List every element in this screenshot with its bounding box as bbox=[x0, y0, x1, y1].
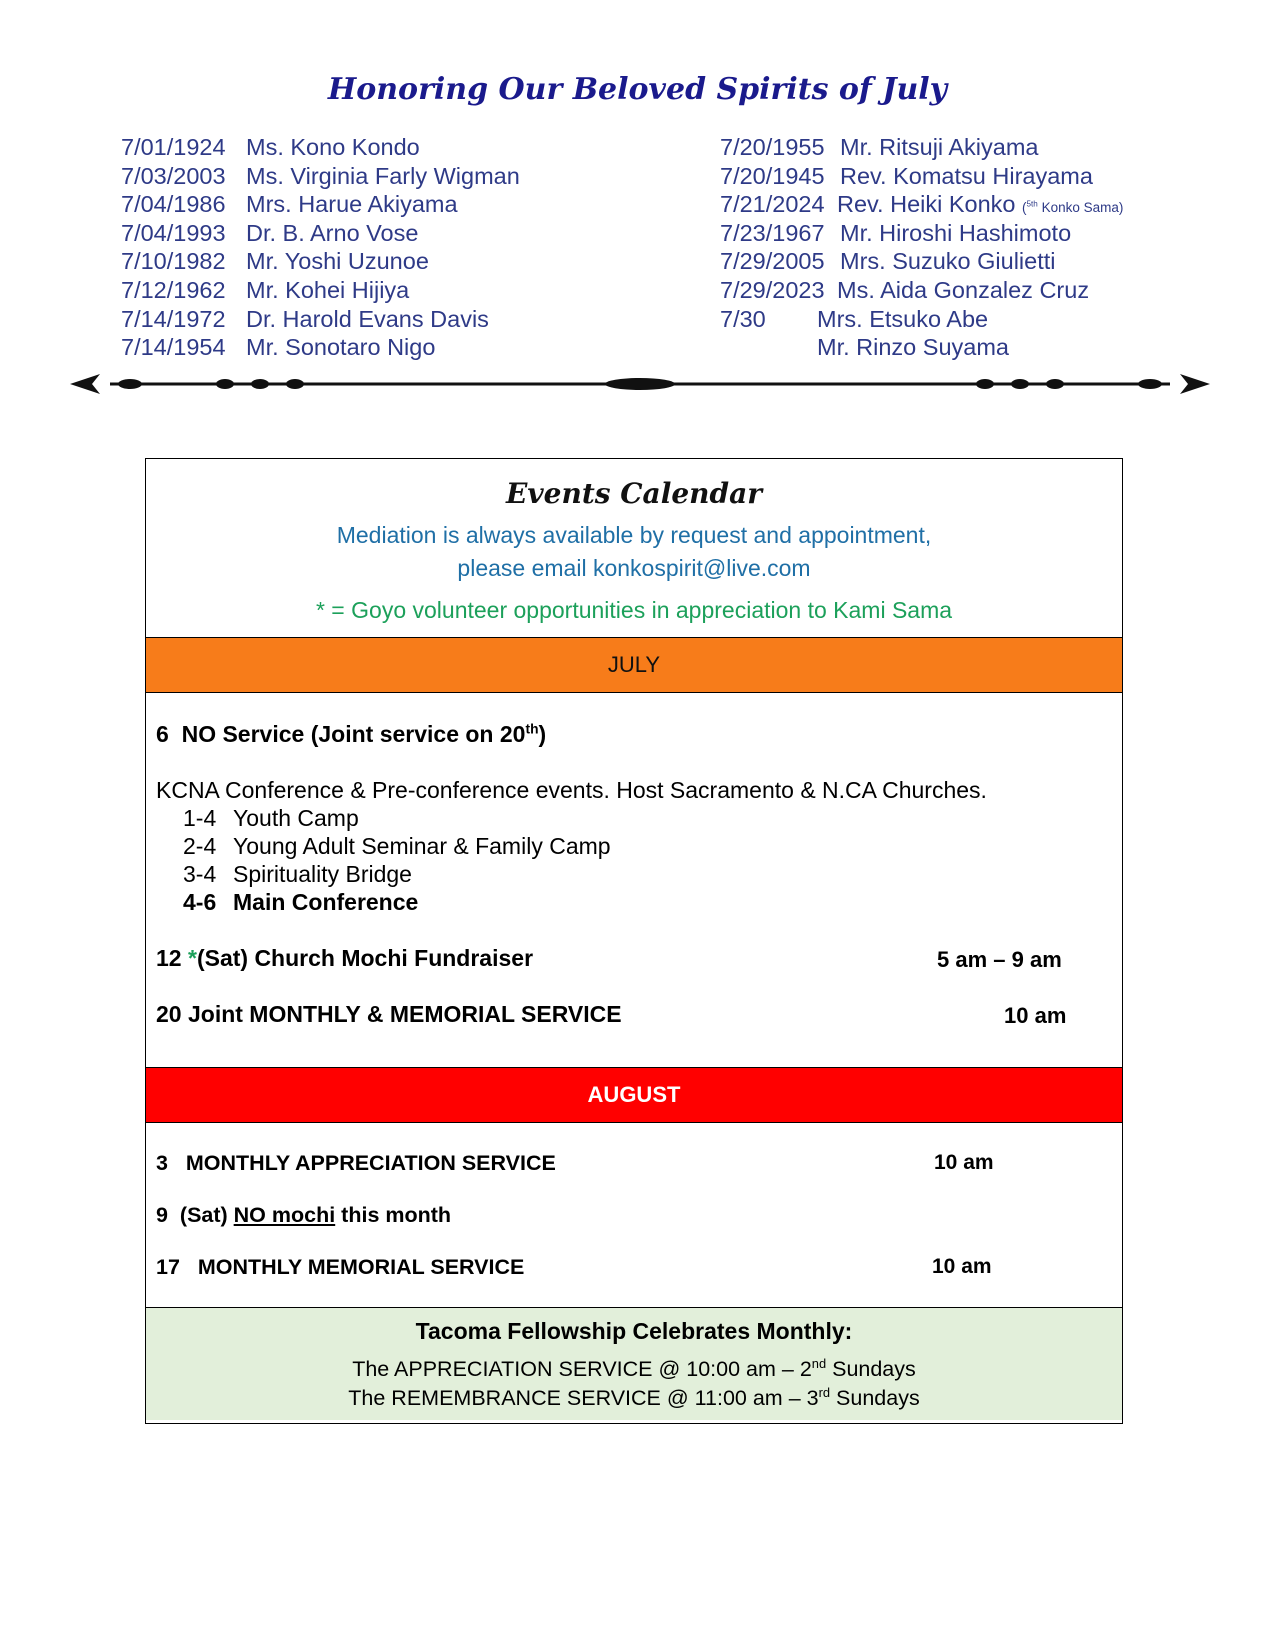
memorial-date: 7/30 bbox=[720, 305, 766, 332]
event-time: 10 am bbox=[932, 1255, 992, 1278]
memorial-date: 7/01/1924 bbox=[121, 134, 226, 160]
memorial-note: ($^{5th}$ Konko Sama) bbox=[1022, 199, 1124, 216]
memorial-name: Rev. Heiki Konko bbox=[837, 191, 1016, 218]
memorial-row bbox=[121, 219, 520, 248]
event-time: 5 am – 9 am bbox=[937, 947, 1062, 972]
memorial-row bbox=[121, 247, 520, 276]
memorial-row bbox=[720, 219, 1123, 248]
sub-event: 3-4 Spirituality Bridge bbox=[183, 861, 412, 887]
sub-event: 4-6 Main Conference bbox=[183, 889, 419, 915]
event-aug-17: 17 MONTHLY MEMORIAL SERVICE bbox=[156, 1255, 525, 1279]
memorial-row bbox=[720, 305, 1123, 334]
august-events bbox=[146, 1123, 1122, 1308]
memorial-name: Rev. Komatsu Hirayama bbox=[840, 162, 1093, 189]
ornamental-divider bbox=[70, 368, 1210, 400]
memorial-row bbox=[720, 276, 1123, 305]
note-text: Konko Sama bbox=[1041, 200, 1119, 216]
memorial-name: Mrs. Harue Akiyama bbox=[246, 191, 458, 218]
july-events bbox=[146, 693, 1122, 1068]
memorial-name: Ms. Kono Kondo bbox=[246, 134, 420, 160]
memorial-date: 7/23/1967 bbox=[720, 219, 825, 246]
memorial-row bbox=[121, 162, 520, 191]
event-aug-9: 9 (Sat) NO mochi this month bbox=[156, 1203, 452, 1227]
memorial-date: 7/20/1945 bbox=[720, 162, 825, 189]
memorial-list-right bbox=[720, 133, 1123, 362]
calendar-title: Events Calendar bbox=[506, 477, 762, 510]
memorial-name: Ms. Aida Gonzalez Cruz bbox=[837, 276, 1090, 303]
memorial-name: Mr. Hiroshi Hashimoto bbox=[840, 219, 1072, 246]
calendar-header bbox=[146, 459, 1122, 638]
memorial-row bbox=[121, 276, 520, 305]
memorial-date: 7/04/1986 bbox=[121, 191, 226, 218]
sub-event: 2-4 Young Adult Seminar & Family Camp bbox=[183, 833, 611, 859]
memorial-name: Mr. Sonotaro Nigo bbox=[246, 334, 436, 361]
memorial-name: Mr. Ritsuji Akiyama bbox=[840, 134, 1039, 160]
memorial-row bbox=[720, 162, 1123, 191]
memorial-row bbox=[121, 190, 520, 219]
memorial-date: 7/21/2024 bbox=[720, 191, 825, 218]
footer-line: The APPRECIATION SERVICE @ 10:00 am – 2nd Sundays bbox=[352, 1356, 916, 1382]
memorial-row bbox=[720, 133, 1123, 162]
memorial-row bbox=[720, 247, 1123, 276]
memorial-row bbox=[121, 305, 520, 334]
event-july-12: 12 *(Sat) Church Mochi Fundraiser bbox=[156, 945, 534, 971]
footer-line: The REMEMBRANCE SERVICE @ 11:00 am – 3rd Sundays bbox=[348, 1385, 920, 1411]
memorial-date: 7/04/1993 bbox=[121, 219, 226, 246]
email-note: please email konkospirit@live.com bbox=[457, 555, 811, 581]
memorial-name: Mrs. Suzuko Giulietti bbox=[840, 248, 1056, 275]
memorial-name: Dr. Harold Evans Davis bbox=[246, 305, 489, 332]
memorial-name: Ms. Virginia Farly Wigman bbox=[246, 162, 520, 189]
memorial-date: 7/14/1972 bbox=[121, 305, 226, 332]
memorial-row bbox=[121, 133, 520, 162]
memorial-name: Mr. Yoshi Uzunoe bbox=[246, 248, 429, 275]
events-calendar bbox=[145, 458, 1123, 1424]
event-july-6: 6 NO Service (Joint service on 20th) bbox=[156, 721, 547, 747]
memorial-list-left bbox=[121, 133, 520, 362]
memorial-name: Dr. B. Arno Vose bbox=[246, 219, 419, 246]
month-header-july: JULY bbox=[146, 638, 1122, 693]
memorial-row bbox=[720, 333, 1123, 362]
goyo-note: * = Goyo volunteer opportunities in appreciation to Kami Sama bbox=[315, 597, 953, 623]
memorial-name: Mr. Rinzo Suyama bbox=[817, 334, 1009, 361]
mediation-note: Mediation is always available by request and appointment, bbox=[336, 522, 932, 548]
month-header-august: AUGUST bbox=[146, 1068, 1122, 1123]
memorial-name: Mr. Kohei Hijiya bbox=[246, 276, 410, 303]
footer-title: Tacoma Fellowship Celebrates Monthly: bbox=[415, 1318, 853, 1344]
memorial-date: 7/29/2023 bbox=[720, 276, 825, 303]
note-sup: 5th bbox=[1026, 199, 1038, 209]
kcna-conference: KCNA Conference & Pre-conference events. Host Sacramento & N.CA Churches. bbox=[156, 777, 987, 803]
event-aug-3: 3 MONTHLY APPRECIATION SERVICE bbox=[156, 1151, 556, 1175]
memorial-date: 7/10/1982 bbox=[121, 248, 226, 275]
event-july-20: 20 Joint MONTHLY & MEMORIAL SERVICE bbox=[156, 1001, 622, 1027]
memorial-date: 7/12/1962 bbox=[121, 276, 226, 303]
event-time: 10 am bbox=[934, 1151, 994, 1174]
event-time: 10 am bbox=[1004, 1003, 1067, 1028]
memorial-date: 7/03/2003 bbox=[121, 162, 226, 189]
page-title: Honoring Our Beloved Spirits of July bbox=[327, 72, 948, 107]
memorial-name: Mrs. Etsuko Abe bbox=[817, 305, 989, 332]
memorial-date: 7/14/1954 bbox=[121, 334, 226, 361]
memorial-date: 7/20/1955 bbox=[720, 134, 825, 160]
memorial-row bbox=[121, 333, 520, 362]
fellowship-footer bbox=[146, 1308, 1122, 1420]
sub-event: 1-4 Youth Camp bbox=[183, 805, 359, 831]
memorial-row bbox=[720, 190, 1123, 219]
memorial-date: 7/29/2005 bbox=[720, 248, 825, 275]
